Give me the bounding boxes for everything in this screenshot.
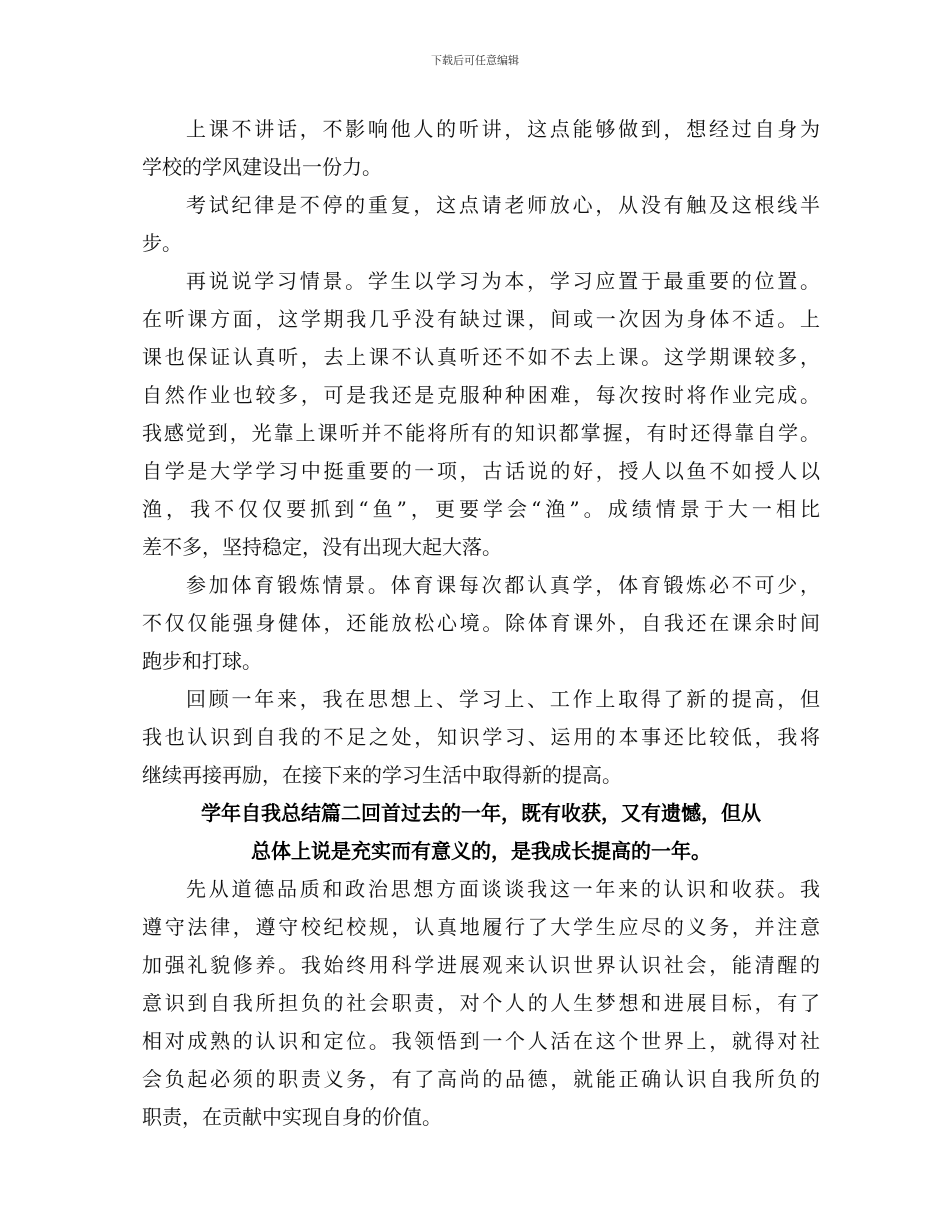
paragraph-line: 相对成熟的认识和定位。我领悟到一个人活在这个世界上，就得对社 — [142, 1029, 823, 1053]
paragraph-line: 步。 — [142, 231, 182, 255]
paragraph-line: 跑步和打球。 — [142, 649, 262, 673]
paragraph-line: 不仅仅能强身健体，还能放松心境。除体育课外，自我还在课余时间 — [142, 611, 823, 635]
paragraph-line: 自然作业也较多，可是我还是克服种种困难，每次按时将作业完成。 — [142, 383, 823, 407]
paragraph-first-line: 参加体育锻炼情景。体育课每次都认真学，体育锻炼必不可少， — [186, 573, 823, 597]
paragraph-first-line: 先从道德品质和政治思想方面谈谈我这一年来的认识和收获。我 — [186, 877, 823, 901]
paragraph-line: 在听课方面，这学期我几乎没有缺过课，间或一次因为身体不适。上 — [142, 307, 823, 331]
paragraph-first-line: 再说说学习情景。学生以学习为本，学习应置于最重要的位置。 — [186, 269, 823, 293]
document-body — [142, 110, 825, 1136]
paragraph-line: 课也保证认真听，去上课不认真听还不如不去上课。这学期课较多， — [142, 345, 823, 369]
paragraph-line: 自学是大学学习中挺重要的一项，古话说的好，授人以鱼不如授人以 — [142, 459, 823, 483]
paragraph-line: 继续再接再励，在接下来的学习生活中取得新的提高。 — [142, 763, 622, 787]
paragraph-line: 渔，我不仅仅要抓到“鱼”，更要学会“渔”。成绩情景于大一相比 — [142, 497, 825, 521]
paragraph-line: 遵守法律，遵守校纪校规，认真地履行了大学生应尽的义务，并注意 — [142, 915, 823, 939]
paragraph-line: 差不多，坚持稳定，没有出现大起大落。 — [142, 535, 502, 559]
paragraph-line: 会负起必须的职责义务，有了高尚的品德，就能正确认识自我所负的 — [142, 1067, 823, 1091]
section-heading-line: 学年自我总结篇二回首过去的一年，既有收获，又有遗憾，但从 — [201, 801, 761, 825]
page-header: 下载后可任意编辑 — [431, 54, 519, 67]
paragraph-first-line: 回顾一年来，我在思想上、学习上、工作上取得了新的提高，但 — [186, 687, 823, 711]
paragraph-first-line: 上课不讲话，不影响他人的听讲，这点能够做到，想经过自身为 — [186, 117, 823, 141]
section-heading-line: 总体上说是充实而有意义的，是我成长提高的一年。 — [251, 839, 711, 863]
paragraph-line: 我感觉到，光靠上课听并不能将所有的知识都掌握，有时还得靠自学。 — [142, 421, 822, 445]
paragraph-first-line: 考试纪律是不停的重复，这点请老师放心，从没有触及这根线半 — [186, 193, 823, 217]
paragraph-line: 职责，在贡献中实现自身的价值。 — [142, 1105, 442, 1129]
paragraph-line: 学校的学风建设出一份力。 — [142, 155, 382, 179]
paragraph-line: 我也认识到自我的不足之处，知识学习、运用的本事还比较低，我将 — [142, 725, 823, 749]
paragraph-line: 意识到自我所担负的社会职责，对个人的人生梦想和进展目标，有了 — [142, 991, 823, 1015]
paragraph-line: 加强礼貌修养。我始终用科学进展观来认识世界认识社会，能清醒的 — [142, 953, 823, 977]
